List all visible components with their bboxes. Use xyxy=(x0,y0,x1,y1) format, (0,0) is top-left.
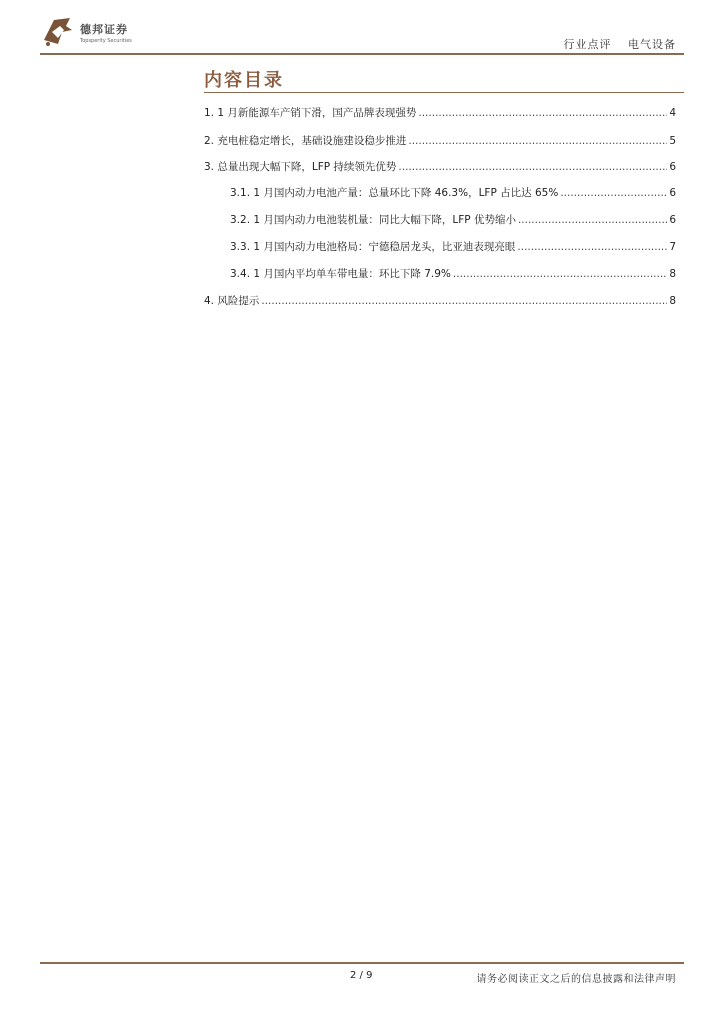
toc-entry-label: 3. 总量出现大幅下降，LFP 持续领先优势 xyxy=(204,161,397,173)
toc-leader xyxy=(517,240,667,254)
header-category xyxy=(564,36,677,52)
toc-entry-label: 4. 风险提示 xyxy=(204,295,260,307)
toc-entry-page: 7 xyxy=(669,241,676,253)
toc-entry[interactable] xyxy=(230,213,676,227)
toc-entry-label: 3.1. 1 月国内动力电池产量：总量环比下降 46.3%，LFP 占比达 65% xyxy=(230,187,559,199)
toc-entry-page: 8 xyxy=(669,295,676,307)
brand-name-en: Topsperity Securities xyxy=(80,37,132,44)
toc-leader xyxy=(408,134,667,148)
toc-entry[interactable] xyxy=(204,106,676,120)
header-divider xyxy=(40,53,684,55)
toc-leader xyxy=(261,294,667,308)
brand-logo xyxy=(40,14,132,50)
toc-entry-page: 4 xyxy=(669,107,676,119)
toc-entry-label: 3.4. 1 月国内平均单车带电量：环比下降 7.9% xyxy=(230,268,451,280)
toc-title: 内容目录 xyxy=(204,70,284,91)
toc-title-divider xyxy=(204,92,684,93)
toc-entry-label: 3.3. 1 月国内动力电池格局：宁德稳居龙头，比亚迪表现亮眼 xyxy=(230,241,516,253)
toc-entry[interactable] xyxy=(204,294,676,308)
toc-leader xyxy=(398,160,667,174)
toc-entry-page: 6 xyxy=(669,187,676,199)
toc-entry-page: 6 xyxy=(669,214,676,226)
toc-entry-label: 2. 充电桩稳定增长，基础设施建设稳步推进 xyxy=(204,135,407,147)
toc-entry[interactable] xyxy=(230,267,676,281)
page-indicator: 2 / 9 xyxy=(350,970,373,981)
footer-divider xyxy=(40,962,684,964)
toc-entry-label: 1. 1 月新能源车产销下滑，国产品牌表现强势 xyxy=(204,107,417,119)
toc-entry[interactable] xyxy=(230,240,676,254)
toc-entry-page: 8 xyxy=(669,268,676,280)
toc-leader xyxy=(418,106,667,120)
toc-entry[interactable] xyxy=(204,134,676,148)
toc-leader xyxy=(453,267,667,281)
toc-entry[interactable] xyxy=(204,160,676,174)
legal-disclaimer: 请务必阅读正文之后的信息披露和法律声明 xyxy=(476,974,676,985)
brand-logo-icon xyxy=(40,14,76,50)
toc-entry[interactable] xyxy=(230,186,676,200)
toc-entry-label: 3.2. 1 月国内动力电池装机量：同比大幅下降，LFP 优势缩小 xyxy=(230,214,516,226)
toc-entry-page: 6 xyxy=(669,161,676,173)
report-sector: 电气设备 xyxy=(628,38,676,51)
toc-entry-page: 5 xyxy=(669,135,676,147)
report-category: 行业点评 xyxy=(563,38,612,51)
brand-name: 德邦证券 xyxy=(80,22,128,36)
toc-leader xyxy=(518,213,667,227)
toc-leader xyxy=(560,186,667,200)
